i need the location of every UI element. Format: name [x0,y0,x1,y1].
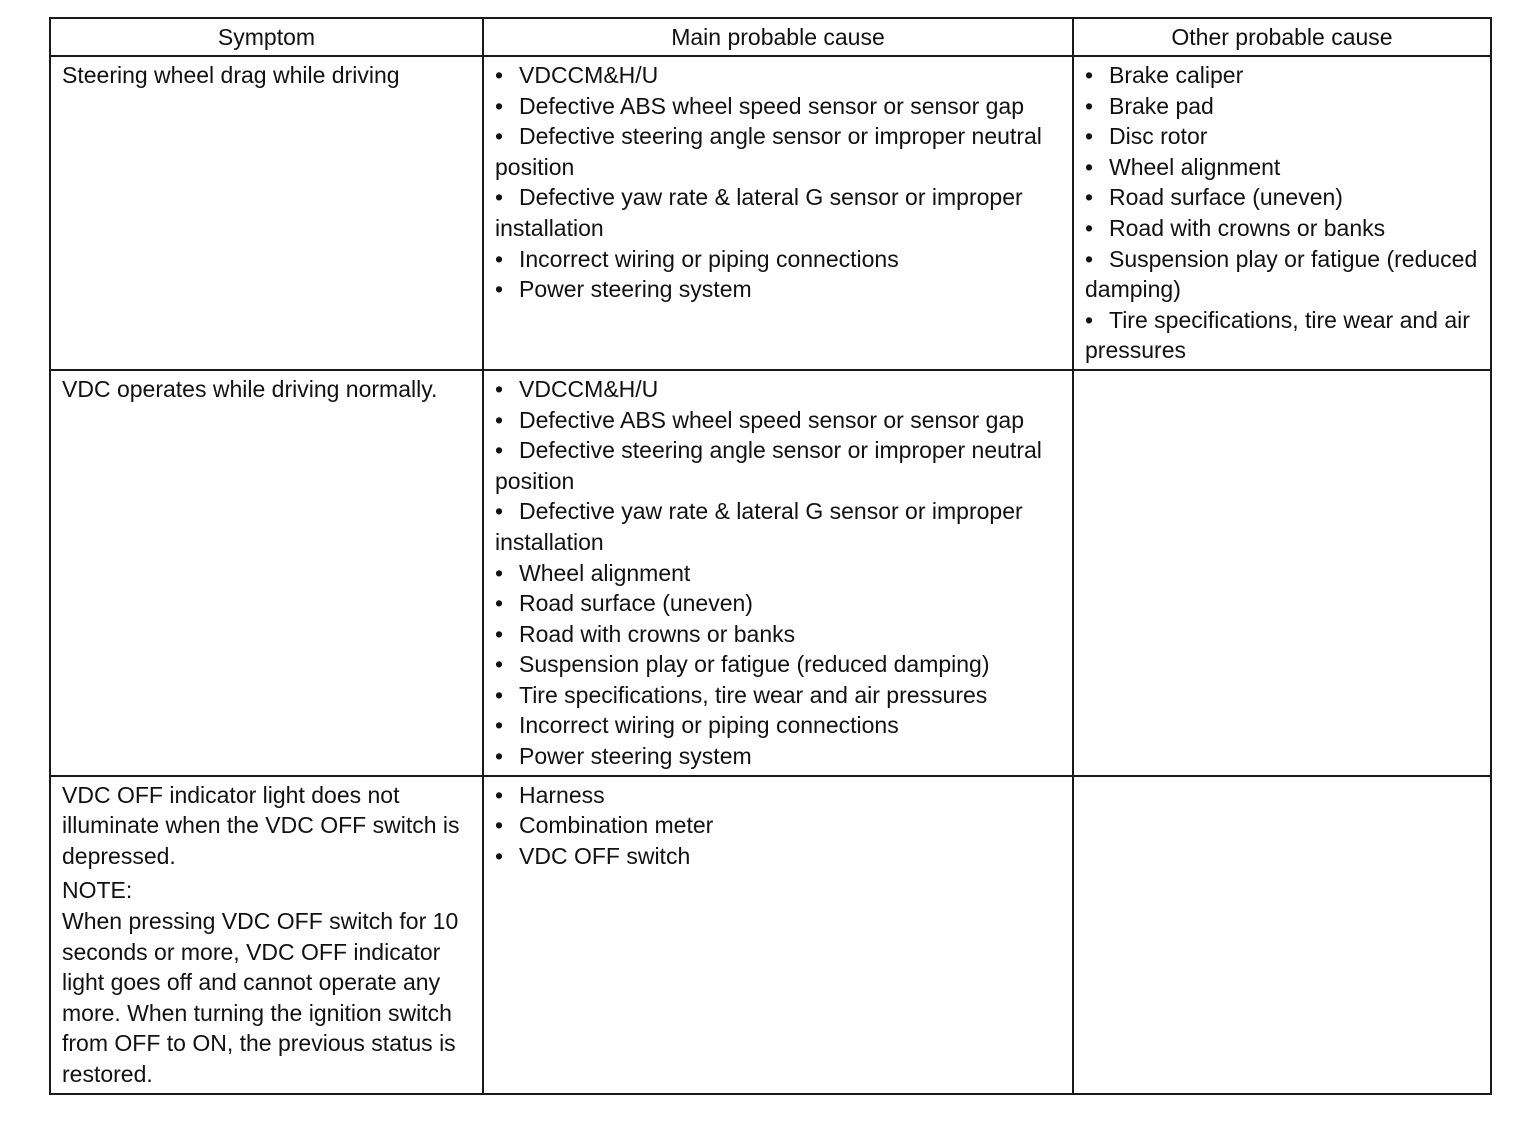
note-label: NOTE: [62,877,133,904]
main-cause-cell [483,776,1073,1094]
other-cause-cell [1073,370,1491,776]
list-item: • Defective ABS wheel speed sensor or sensor gap [495,406,1025,433]
table-header [50,18,1491,56]
main-cause-list [495,780,1064,872]
list-item: • Power steering system [495,276,752,303]
list-item: • Defective ABS wheel speed sensor or sensor gap [495,92,1025,119]
diagnosis-table [49,17,1492,1095]
list-item: • Suspension play or fatigue (reduced damping) [495,651,990,678]
list-item: • Suspension play or fatigue (reduced damping) [1085,245,1478,303]
table-row [50,370,1491,776]
list-item: • Tire specifications, tire wear and air pressures [1085,306,1470,364]
list-item: • Brake caliper [1085,62,1244,88]
list-item: • Incorrect wiring or piping connections [495,245,899,272]
header-main-cause: Main probable cause [483,18,1073,56]
symptom-text: VDC operates while driving normally. [62,375,438,402]
other-cause-cell [1073,776,1491,1094]
main-cause-cell [483,56,1073,370]
list-item: • Wheel alignment [1085,153,1281,180]
list-item: • Road surface (uneven) [495,590,753,617]
list-item: • Combination meter [495,812,714,839]
list-item: • Disc rotor [1085,123,1208,150]
list-item: • Incorrect wiring or piping connections [495,712,899,739]
list-item: • Brake pad [1085,92,1214,119]
main-cause-cell [483,370,1073,776]
list-item: • Road with crowns or banks [495,620,796,647]
other-cause-list [1085,60,1482,366]
list-item: • Wheel alignment [495,559,691,586]
list-item: • Defective steering angle sensor or improper neutral position [495,123,1042,180]
main-cause-list [495,60,1064,305]
list-item: • VDCCM&H/U [495,62,659,88]
symptom-cell [50,776,483,1094]
list-item: • Defective yaw rate & lateral G sensor or improper installation [495,184,1023,241]
list-item: • Defective yaw rate & lateral G sensor or improper installation [495,498,1023,555]
list-item: • Harness [495,781,605,808]
symptom-cell [50,370,483,776]
list-item: • Power steering system [495,743,752,770]
list-item: • VDCCM&H/U [495,375,659,402]
list-item: • Road surface (uneven) [1085,184,1343,211]
list-item: • VDC OFF switch [495,842,691,869]
table-row [50,776,1491,1094]
header-row [50,18,1491,56]
list-item: • Road with crowns or banks [1085,214,1386,241]
header-other-cause: Other probable cause [1073,18,1491,56]
table-row [50,56,1491,370]
symptom-text: VDC OFF indicator light does not illuminate when the VDC OFF switch is depressed. [62,781,460,869]
symptom-text: Steering wheel drag while driving [62,62,400,88]
main-cause-list [495,374,1064,772]
list-item: • Tire specifications, tire wear and air pressures [495,681,988,708]
symptom-cell [50,56,483,370]
note-text: When pressing VDC OFF switch for 10 seconds or more, VDC OFF indicator light goes off and cannot operate any more. When turning the ignition switch from OFF to ON, the previous status is restored. [62,908,459,1087]
other-cause-cell [1073,56,1491,370]
header-symptom: Symptom [50,18,483,56]
list-item: • Defective steering angle sensor or improper neutral position [495,437,1042,494]
